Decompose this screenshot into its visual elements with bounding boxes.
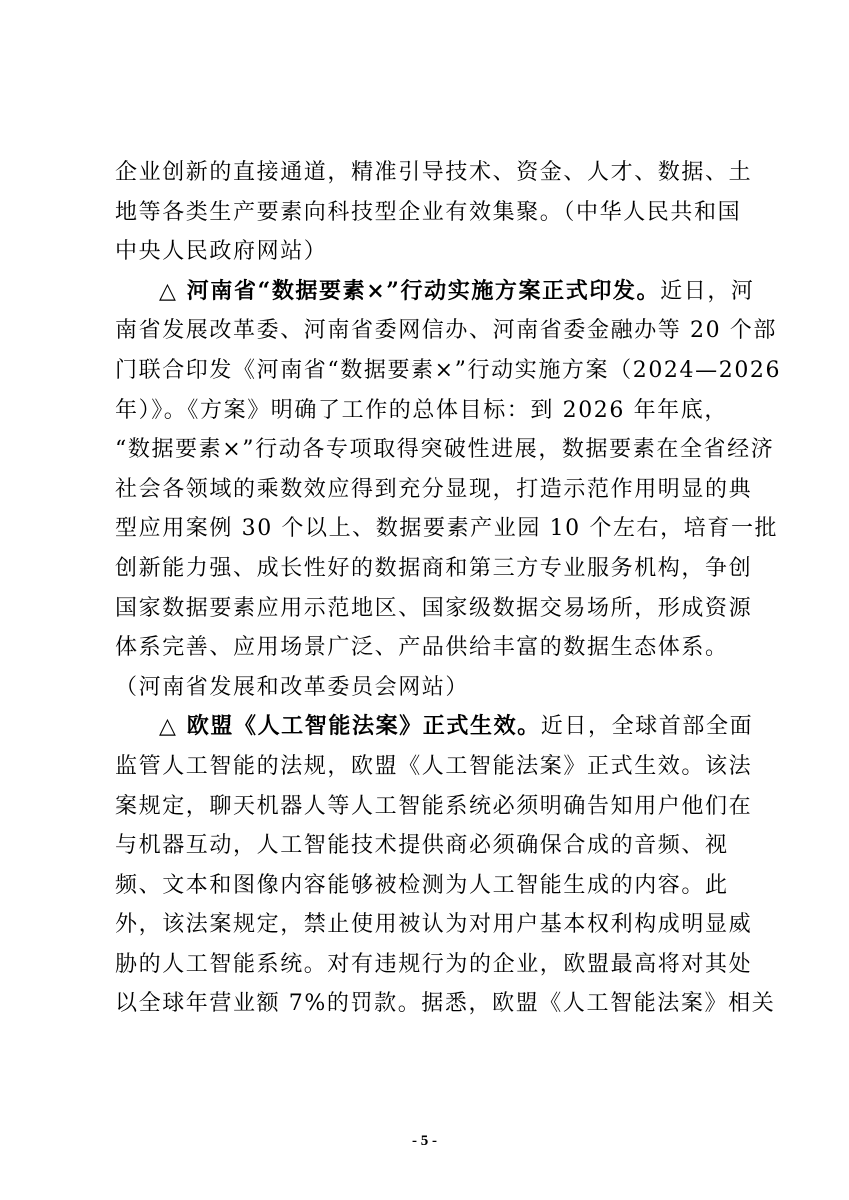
news-heading-henan: △ 河南省“数据要素×”行动实施方案正式印发。 [159, 277, 661, 304]
news-heading-eu: △ 欧盟《人工智能法案》正式生效。 [159, 713, 541, 740]
text-line: 创新能力强、成长性好的数据商和第三方专业服务机构，争创 [115, 555, 753, 581]
text-line: 与机器互动，人工智能技术提供商必须确保合成的音频、视 [115, 833, 729, 859]
paragraph-henan-data-elements [115, 272, 782, 708]
text-line: （河南省发展和改革委员会网站） [115, 674, 470, 700]
text-line: 南省发展改革委、河南省委网信办、河南省委金融办等 20 个部 [115, 318, 777, 344]
text-line: 监管人工智能的法规，欧盟《人工智能法案》正式生效。该法 [115, 753, 753, 779]
text-line: 以全球年营业额 7%的罚款。据悉，欧盟《人工智能法案》相关 [115, 991, 776, 1017]
paragraph-eu-ai-act [115, 707, 776, 1024]
text-line: 案规定，聊天机器人等人工智能系统必须明确告知用户他们在 [115, 793, 753, 819]
text-line: 型应用案例 30 个以上、数据要素产业园 10 个左右，培育一批 [115, 516, 779, 542]
page-number: - 5 - [412, 1133, 437, 1149]
text-line: “数据要素×”行动各专项取得突破性进展，数据要素在全省经济 [115, 437, 775, 463]
text-line: 中央人民政府网站） [115, 239, 328, 265]
text-line: 门联合印发《河南省“数据要素×”行动实施方案（2024—2026 [115, 357, 782, 383]
text-line: 地等各类生产要素向科技型企业有效集聚。（中华人民共和国 [115, 199, 742, 225]
document-body [115, 153, 782, 1024]
text-line-first [115, 707, 754, 747]
text-line: 频、文本和图像内容能够被检测为人工智能生成的内容。此 [115, 872, 729, 898]
text-line: 年）》。《方案》明确了工作的总体目标：到 2026 年年底， [115, 397, 728, 423]
text-line: 胁的人工智能系统。对有违规行为的企业，欧盟最高将对其处 [115, 951, 753, 977]
paragraph-continuation [115, 153, 753, 272]
text-line: 外，该法案规定，禁止使用被认为对用户基本权利构成明显威 [115, 912, 753, 938]
text-line: 国家数据要素应用示范地区、国家级数据交易场所，形成资源 [115, 595, 753, 621]
text-line: 体系完善、应用场景广泛、产品供给丰富的数据生态体系。 [115, 635, 729, 661]
text-run: 近日，全球首部全面 [540, 714, 754, 740]
text-run: 近日，河 [660, 278, 755, 304]
text-line: 企业创新的直接通道，精准引导技术、资金、人才、数据、土 [115, 160, 753, 185]
text-line: 社会各领域的乘数效应得到充分显现，打造示范作用明显的典 [115, 476, 753, 502]
text-line-first [115, 272, 755, 312]
